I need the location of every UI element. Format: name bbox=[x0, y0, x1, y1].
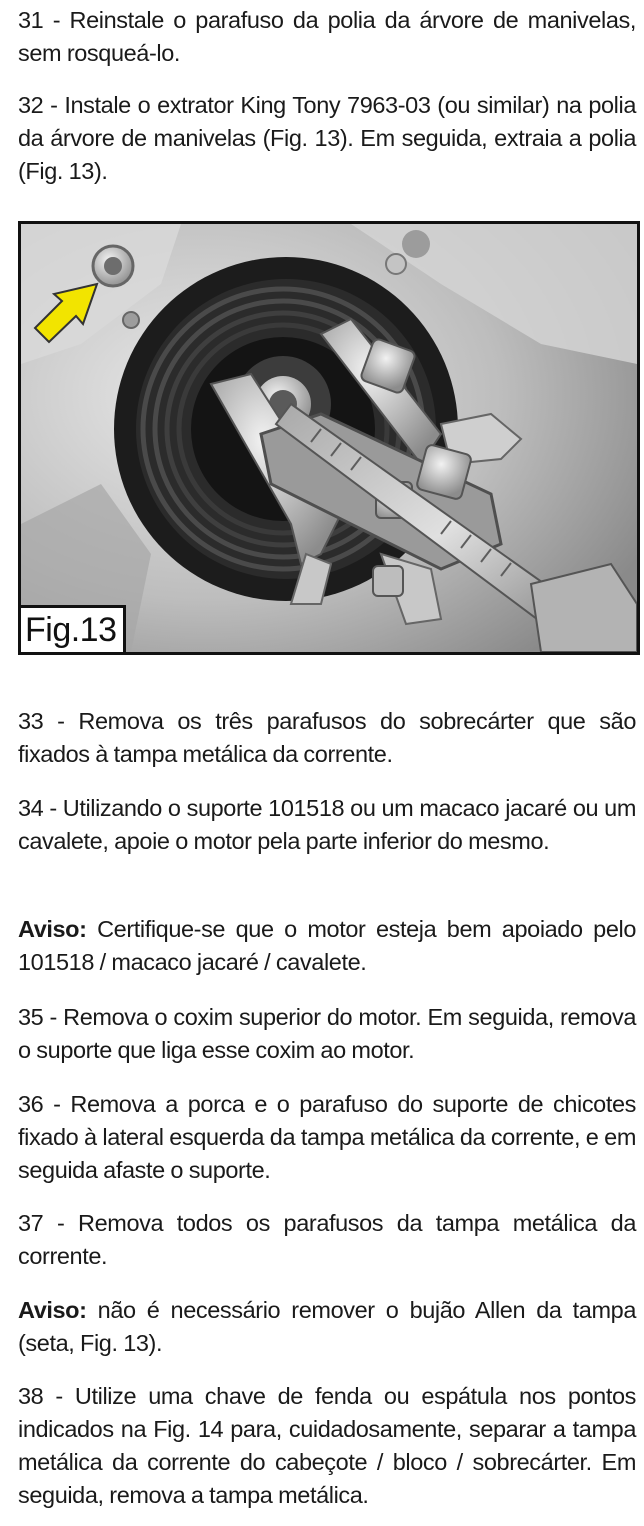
figure-13 bbox=[18, 221, 640, 655]
figure-13-photo bbox=[21, 224, 637, 652]
note-text: Certifique-se que o motor esteja bem apoiado pelo 101518 / macaco jacaré / cavalete. bbox=[18, 916, 636, 975]
step-31: 31 - Reinstale o parafuso da polia da árvore de manivelas, sem rosqueá-lo. bbox=[18, 7, 636, 66]
note-label: Aviso: bbox=[18, 1297, 87, 1323]
note-text: não é necessário remover o bujão Allen da tampa (seta, Fig. 13). bbox=[18, 1297, 636, 1356]
note-support bbox=[18, 913, 636, 979]
step-35: 35 - Remova o coxim superior do motor. Em seguida, remova o suporte que liga esse coxim ao motor. bbox=[18, 1004, 636, 1063]
step-38: 38 - Utilize uma chave de fenda ou espátula nos pontos indicados na Fig. 14 para, cuidadosamente, separar a tampa metálica da corrente do cabeçote / bloco / sobrecárter. Em seguida, remova a tampa metálica. bbox=[18, 1383, 636, 1508]
step-33: 33 - Remova os três parafusos do sobrecárter que são fixados à tampa metálica da corrente. bbox=[18, 708, 636, 767]
note-allen-plug bbox=[18, 1294, 636, 1360]
step-37: 37 - Remova todos os parafusos da tampa metálica da corrente. bbox=[18, 1210, 636, 1269]
figure-label: Fig.13 bbox=[21, 605, 126, 652]
step-34: 34 - Utilizando o suporte 101518 ou um macaco jacaré ou um cavalete, apoie o motor pela parte inferior do mesmo. bbox=[18, 795, 636, 854]
step-32: 32 - Instale o extrator King Tony 7963-03 (ou similar) na polia da árvore de manivelas (Fig. 13). Em seguida, extraia a polia (Fig. 13). bbox=[18, 92, 636, 184]
note-label: Aviso: bbox=[18, 916, 87, 942]
step-36: 36 - Remova a porca e o parafuso do suporte de chicotes fixado à lateral esquerda da tampa metálica da corrente, e em seguida afaste o suporte. bbox=[18, 1091, 636, 1183]
